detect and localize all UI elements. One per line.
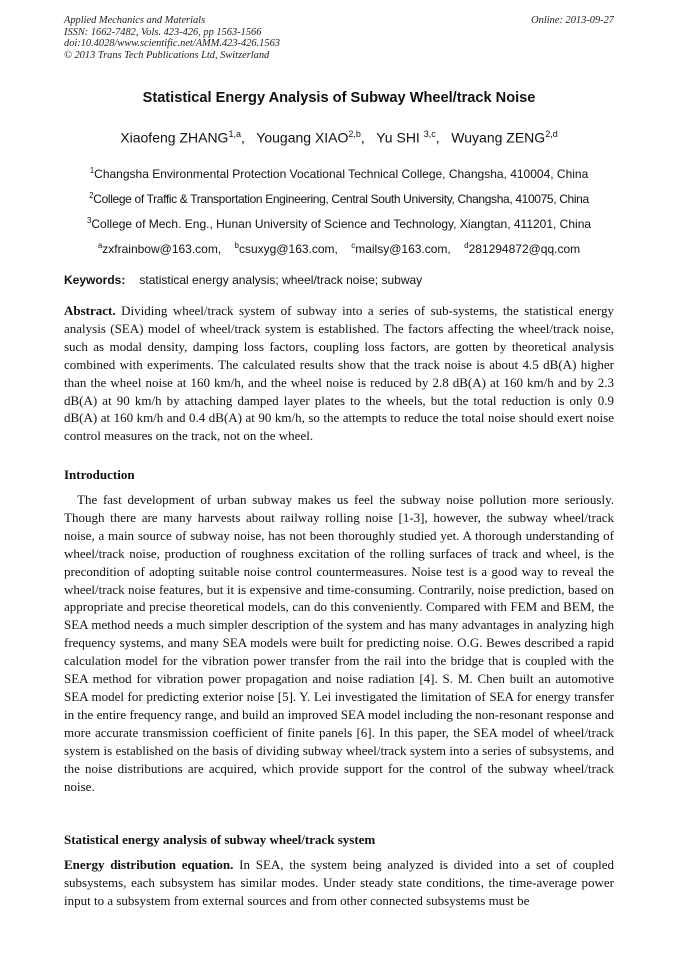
keywords-label: Keywords:: [64, 273, 126, 287]
affiliation-mark: 3: [86, 216, 92, 225]
sea-paragraph: [64, 856, 614, 910]
affiliation-3: [64, 216, 614, 231]
abstract-text: Dividing wheel/track system of subway into a series of sub-systems, the statistical energy analysis (SEA) model of wheel/track system is established. The factors affecting the wheel/track noise, such as modal density, damping loss factors, coupling loss factors, are gotten by theoretical analysis combined with experiments. The calculated results show that the track noise is about 4.5 dB(A) higher than the wheel noise at 160 km/h, and the wheel noise is reduced by 2.8 dB(A) at 160 km/h and by 2.3 dB(A) at 90 km/h by attaching damped layer plates to the wheels, but the total reduction is only 0.9 dB(A) at 160 km/h and 0.4 dB(A) at 90 km/h, so the attempts to reduce the total noise should exert noise control measures on the track, not on the wheel.: [64, 303, 614, 444]
online-date: Online: 2013-09-27: [531, 15, 614, 26]
email-address: zxfrainbow@163.com,: [102, 242, 222, 256]
email-address: 281294872@qq.com: [468, 242, 581, 256]
author-affiliation-mark: 2,d: [545, 129, 558, 139]
abstract-paragraph: [64, 302, 614, 445]
abstract-label: Abstract.: [64, 303, 116, 318]
keywords: [64, 273, 422, 287]
email-mark: c: [351, 241, 356, 250]
sea-text: In SEA, the system being analyzed is divided into a set of coupled subsystems, each subsystem has similar modes. Under steady state conditions, the time-average power input to a subsystem from external sources and from other connected subsystems must be: [64, 857, 614, 908]
affiliation-text: Changsha Environmental Protection Vocational Technical College, Changsha, 410004, China: [94, 167, 589, 181]
author-affiliation-mark: 2,b: [348, 129, 361, 139]
paper-title: Statistical Energy Analysis of Subway Wheel/track Noise: [142, 90, 536, 106]
email-address: csuxyg@163.com,: [238, 242, 338, 256]
issn-line: ISSN: 1662-7482, Vols. 423-426, pp 1563-1566: [64, 26, 262, 38]
keywords-text: statistical energy analysis; wheel/track noise; subway: [139, 273, 423, 287]
sea-section-heading: Statistical energy analysis of subway wheel/track system: [64, 832, 376, 847]
affiliation-1: [64, 166, 614, 181]
email-mark: b: [234, 241, 239, 250]
affiliation-text: College of Mech. Eng., Hunan University of Science and Technology, Xiangtan, 411201, China: [91, 217, 592, 231]
email-address: mailsy@163.com,: [355, 242, 451, 256]
doi-line: doi:10.4028/www.scientific.net/AMM.423-426.1563: [64, 38, 280, 50]
journal-name: Applied Mechanics and Materials: [64, 15, 206, 26]
affiliation-text: College of Traffic & Transportation Engineering, Central South University, Changsha, 410075, China: [93, 192, 589, 206]
author-name: Wuyang ZENG: [451, 129, 546, 146]
introduction-paragraph: The fast development of urban subway makes us feel the subway noise pollution more seriously. Though there are many harvests about railway rolling noise [1-3], however, the subway wheel/track noise, a main source of subway noise, has not been thoroughly studied yet. A thorough understanding of wheel/track noise, production of roughness excitation of the rolling surfaces of track and wheel, is the precondition of adopting suitable noise control countermeasures. Noise test is a good way to reveal the wheel/track noise features, but it is expensive and time-consuming. Contrarily, noise prediction, based on appropriate and precise theoretical models, can do this conveniently. Compared with FEM and BEM, the SEA method needs a much simpler description of the system and has many advantages in analyzing high frequency systems, and many SEA models were built for predicting noise. O.G. Bewes described a rapid calculation model for the vibration power transfer from the rail into the bridge that is coupled with the SEA method for vibration power propagation and noise radiation [4]. S. M. Chen built an automotive SEA model for predicting exterior noise [5]. Y. Lei investigated the limitation of SEA for energy transfer in the entire frequency range, and build an improved SEA model including the non-resonant response and more accurate transmission coefficient of finite panels [6]. In this paper, the SEA model of wheel/track system is established on the basis of dividing subway wheel/track system into a series of subsystems, and the noise distributions are acquired, which provide support for the control of the subway wheel/track noise.: [64, 492, 614, 794]
copyright-line: © 2013 Trans Tech Publications Ltd, Switzerland: [64, 49, 270, 61]
journal-header: [64, 15, 614, 61]
author-name: Yu SHI: [376, 129, 420, 146]
author-name: Yougang XIAO: [256, 129, 349, 146]
affiliation-mark: 2: [89, 191, 94, 200]
author-list: Xiaofeng ZHANG$^{1,a}$, Yougang XIAO$^{2,b}$, Yu SHI $^{3,c}$, Wuyang ZENG$^{2,d}$: [120, 129, 558, 146]
email-mark: d: [464, 241, 469, 250]
email-mark: a: [97, 241, 103, 250]
affiliation-2: [64, 191, 614, 206]
email-line: [64, 241, 614, 256]
author-affiliation-mark: 3,c: [423, 129, 436, 139]
introduction-heading: Introduction: [64, 467, 135, 482]
sea-subheading: Energy distribution equation.: [64, 857, 234, 872]
affiliation-mark: 1: [89, 166, 95, 175]
author-name: Xiaofeng ZHANG: [120, 129, 229, 146]
author-affiliation-mark: 1,a: [228, 129, 241, 139]
